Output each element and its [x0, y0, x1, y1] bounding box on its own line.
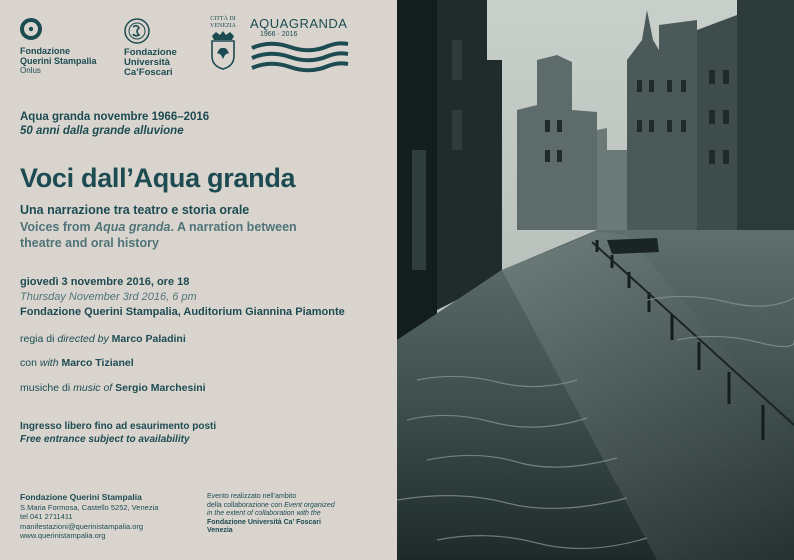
- querini-name2: Querini Stampalia: [20, 56, 97, 66]
- event-date-it: giovedì 3 novembre 2016, ore 18: [20, 276, 190, 288]
- aquagranda-title: AQUAGRANDA: [250, 16, 348, 31]
- foscari-logo: [124, 18, 150, 49]
- subtitle-it: Una narrazione tra teatro e storia orale: [20, 203, 250, 217]
- footer-note-l3: in the extent of collaboration with the: [207, 510, 321, 517]
- subtitle-en-line2: theatre and oral history: [20, 236, 159, 250]
- subtitle-en-post: . A narration between: [170, 220, 297, 234]
- credit-con: [20, 357, 134, 369]
- footer-tel: tel 041 2711411: [20, 512, 73, 521]
- subtitle-en-pre: Voices from: [20, 220, 95, 234]
- aquagranda-logo: [250, 16, 360, 79]
- footer-address: S.Maria Formosa, Castello 5252, Venezia: [20, 502, 159, 512]
- footer-web[interactable]: www.querinistampalia.org: [20, 531, 106, 540]
- page-title: Voci dall’Aqua granda: [20, 163, 296, 193]
- flood-photo: [397, 0, 794, 560]
- subtitle-en: [20, 220, 297, 234]
- footer-note: [207, 493, 335, 536]
- footer-note-l2: [207, 502, 335, 511]
- footer-note-l1: Evento realizzato nell’ambito: [207, 493, 297, 500]
- entrance-en: Free entrance subject to availability: [20, 434, 190, 445]
- event-date-en: Thursday November 3rd 2016, 6 pm: [20, 291, 197, 303]
- foscari-l3: Ca’Foscari: [124, 67, 173, 78]
- con-label: con: [20, 357, 40, 369]
- regia-label: regia di: [20, 333, 58, 345]
- venezia-crest-icon: [208, 30, 238, 70]
- venezia-logo: [206, 16, 240, 75]
- subtitle-en-italic: Aqua granda: [94, 220, 171, 234]
- aquagranda-waves-icon: [250, 38, 350, 74]
- querini-logo-icon: [20, 18, 42, 40]
- venezia-l2: VENEZIA: [210, 23, 236, 29]
- con-name: Marco Tizianel: [61, 357, 134, 369]
- foscari-seal-icon: [124, 18, 150, 44]
- credit-musiche: [20, 382, 206, 394]
- footer-note-l5: Venezia: [207, 527, 233, 534]
- credit-regia: [20, 333, 186, 345]
- querini-name: Fondazione: [20, 46, 70, 56]
- footer-note-l2-pre: della collaborazione con: [207, 501, 285, 509]
- entrance-it: Ingresso libero fino ad esaurimento posti: [20, 421, 217, 432]
- venezia-l1: CITTÀ DI: [210, 16, 236, 22]
- querini-logo: [20, 18, 42, 45]
- foscari-l2: Università: [124, 57, 170, 68]
- querini-sub: Onlus: [20, 66, 41, 75]
- footer-note-l4: Fondazione Università Ca’ Foscari: [207, 518, 321, 526]
- con-label-en: with: [39, 357, 62, 369]
- footer-contacts: [20, 493, 158, 541]
- event-venue: Fondazione Querini Stampalia, Auditorium Giannina Piamonte: [20, 306, 345, 318]
- header-line2: 50 anni dalla grande alluvione: [20, 125, 184, 137]
- flood-photo-image: [397, 0, 794, 560]
- header-line1: Aqua granda novembre 1966–2016: [20, 111, 210, 123]
- musiche-name: Sergio Marchesini: [115, 382, 206, 394]
- regia-label-en: directed by: [57, 333, 112, 345]
- querini-logo-text: [20, 46, 97, 76]
- regia-name: Marco Paladini: [111, 333, 186, 345]
- musiche-label: musiche di: [20, 382, 74, 394]
- footer-email[interactable]: manifestazioni@querinistampalia.org: [20, 521, 144, 531]
- musiche-label-en: music of: [73, 382, 116, 394]
- foscari-l1: Fondazione: [124, 47, 177, 58]
- footer-org-name: Fondazione Querini Stampalia: [20, 492, 142, 502]
- aquagranda-years: 1966 · 2016: [260, 31, 298, 38]
- footer-note-l2-en: Event organized: [284, 501, 335, 509]
- foscari-logo-text: [124, 48, 177, 78]
